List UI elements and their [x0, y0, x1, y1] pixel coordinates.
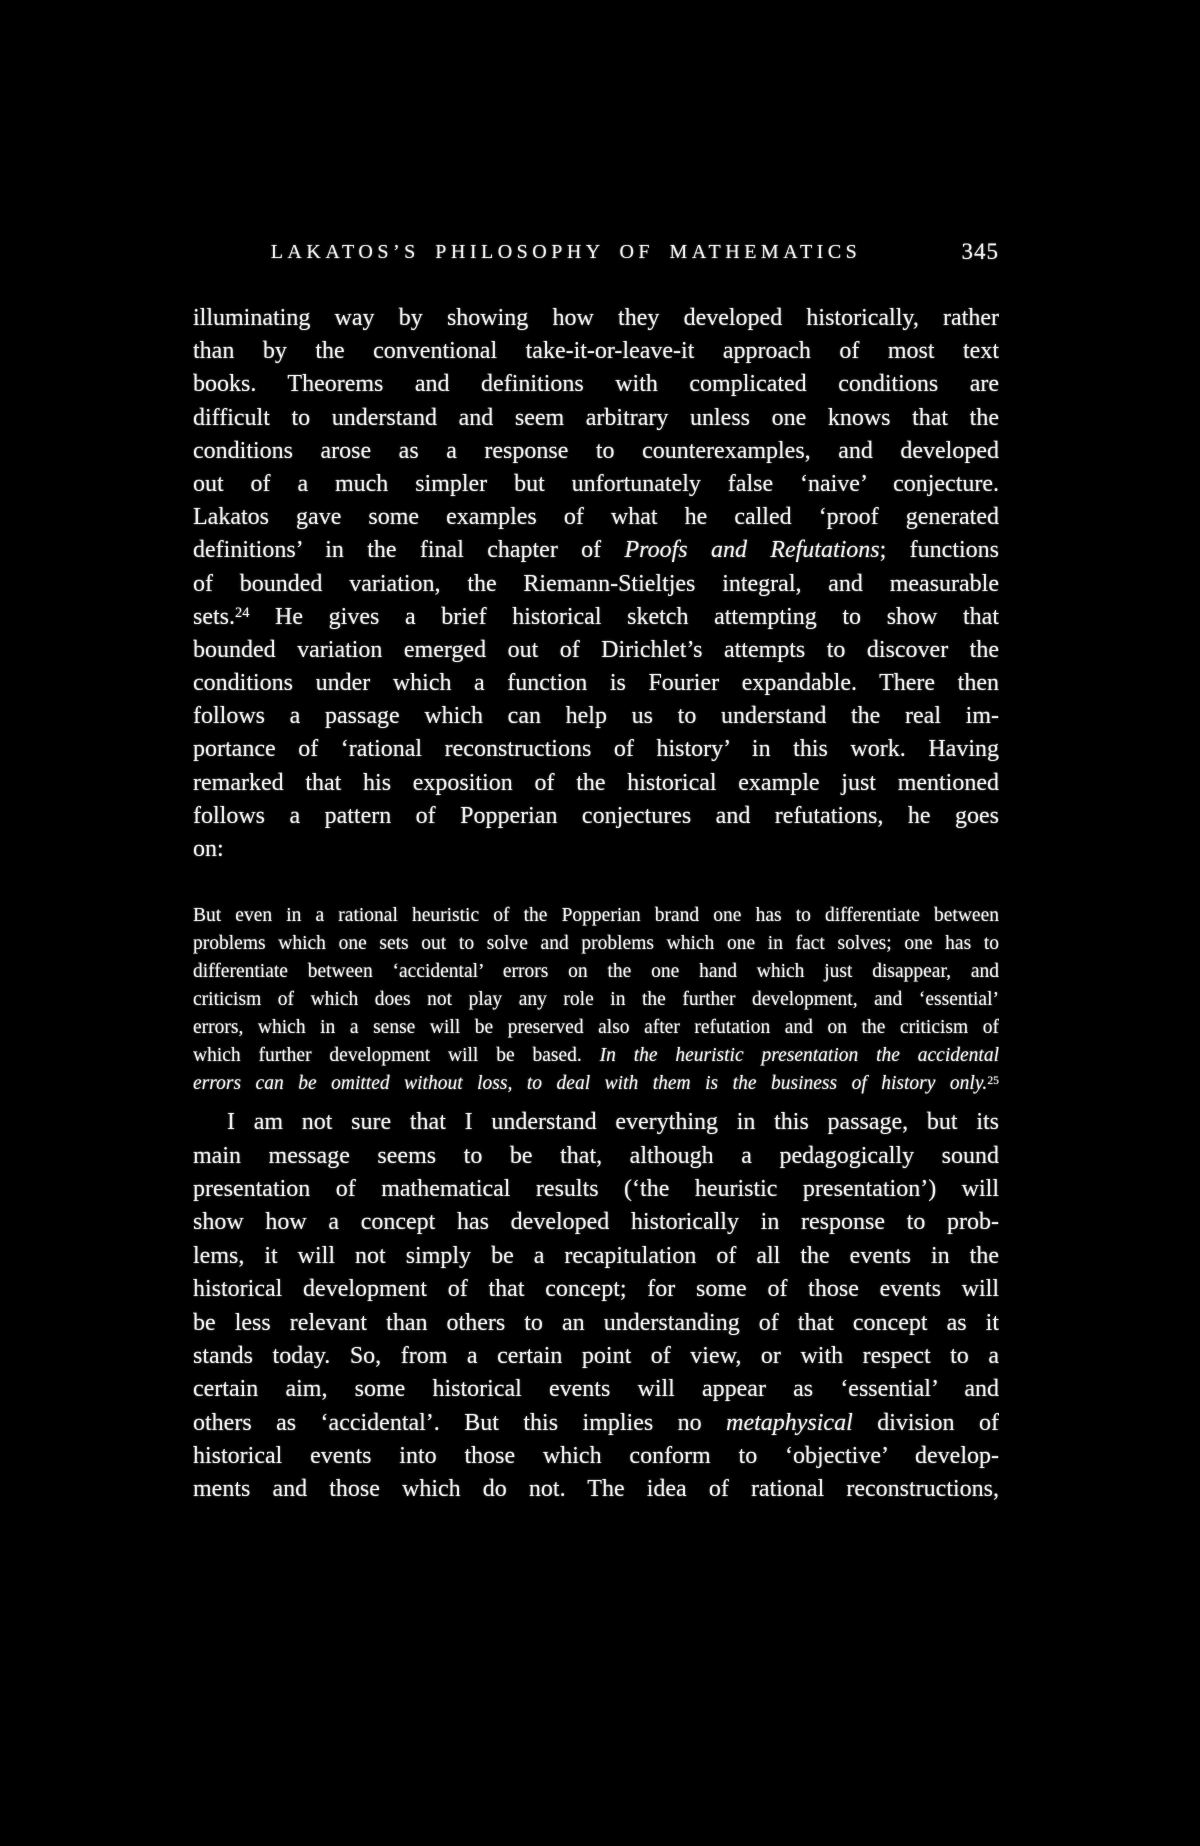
running-head-title: LAKATOS’S PHILOSOPHY OF MATHEMATICS [270, 241, 862, 263]
text-line: others as ‘accidental’. But this implies no metaphysical division of [193, 1409, 999, 1436]
text-line: Lakatos gave some examples of what he called ‘proof generated [193, 504, 999, 531]
text-line: follows a passage which can help us to understand the real im- [193, 703, 999, 730]
text-line: errors can be omitted without loss, to deal with them is the business of history only.$^{25}$ [193, 1073, 999, 1095]
paragraph-opening [193, 302, 999, 866]
text-line: be less relevant than others to an understanding of that concept as it [193, 1309, 999, 1336]
text-line: books. Theorems and definitions with complicated conditions are [193, 371, 999, 398]
text-line: out of a much simpler but unfortunately false ‘naive’ conjecture. [193, 470, 999, 497]
text-line: which further development will be based. In the heuristic presentation the accidental [193, 1045, 999, 1067]
text-line: errors, which in a sense will be preserved also after refutation and on the criticism of [193, 1017, 999, 1039]
text-line: ments and those which do not. The idea of rational reconstructions, [193, 1476, 999, 1503]
text-line: remarked that his exposition of the historical example just mentioned [193, 769, 999, 796]
text-line: illuminating way by showing how they developed historically, rather [193, 305, 999, 331]
running-head [193, 239, 999, 267]
text-line: show how a concept has developed historically in response to prob- [193, 1209, 999, 1236]
text-line: stands today. So, from a certain point of view, or with respect to a [193, 1342, 999, 1369]
text-line: presentation of mathematical results (‘the heuristic presentation’) will [193, 1175, 999, 1202]
footnote-reference: 25 [987, 1073, 999, 1087]
text-line: on: [193, 836, 224, 862]
text-line: historical events into those which conform to ‘objective’ develop- [193, 1443, 999, 1470]
text-line: conditions arose as a response to counterexamples, and developed [193, 437, 999, 464]
text-line: I am not sure that I understand everything in this passage, but its [227, 1109, 999, 1136]
text-line: difficult to understand and seem arbitrary unless one knows that the [193, 404, 999, 431]
text-line: of bounded variation, the Riemann-Stieltjes integral, and measurable [193, 570, 999, 597]
text-line: sets.$^{24}$ He gives a brief historical sketch attempting to show that [193, 603, 999, 630]
text-line: certain aim, some historical events will appear as ‘essential’ and [193, 1376, 999, 1403]
text-line: historical development of that concept; for some of those events will [193, 1276, 999, 1303]
text-line: criticism of which does not play any role in the further development, and ‘essential’ [193, 989, 999, 1011]
text-line: But even in a rational heuristic of the Popperian brand one has to differentiate between [193, 905, 999, 927]
text-line: main message seems to be that, although a pedagogically sound [193, 1142, 999, 1169]
page-number: 345 [961, 239, 999, 264]
text-line: follows a pattern of Popperian conjectures and refutations, he goes [193, 802, 999, 829]
text-line: differentiate between ‘accidental’ errors on the one hand which just disappear, and [193, 961, 999, 983]
text-line: definitions’ in the final chapter of Proofs and Refutations; functions [193, 537, 999, 564]
footnote-reference: 24 [235, 604, 250, 621]
text-line: lems, it will not simply be a recapitulation of all the events in the [193, 1242, 999, 1269]
paragraph-closing [193, 1106, 999, 1507]
text-line: bounded variation emerged out of Dirichlet’s attempts to discover the [193, 636, 999, 663]
page-body [193, 302, 999, 1507]
text-line: than by the conventional take-it-or-leave-it approach of most text [193, 338, 999, 365]
text-line: portance of ‘rational reconstructions of history’ in this work. Having [193, 736, 999, 763]
text-line: problems which one sets out to solve and problems which one in fact solves; one has to [193, 933, 999, 955]
block-quote [193, 902, 999, 1098]
text-line: conditions under which a function is Fourier expandable. There then [193, 670, 999, 697]
